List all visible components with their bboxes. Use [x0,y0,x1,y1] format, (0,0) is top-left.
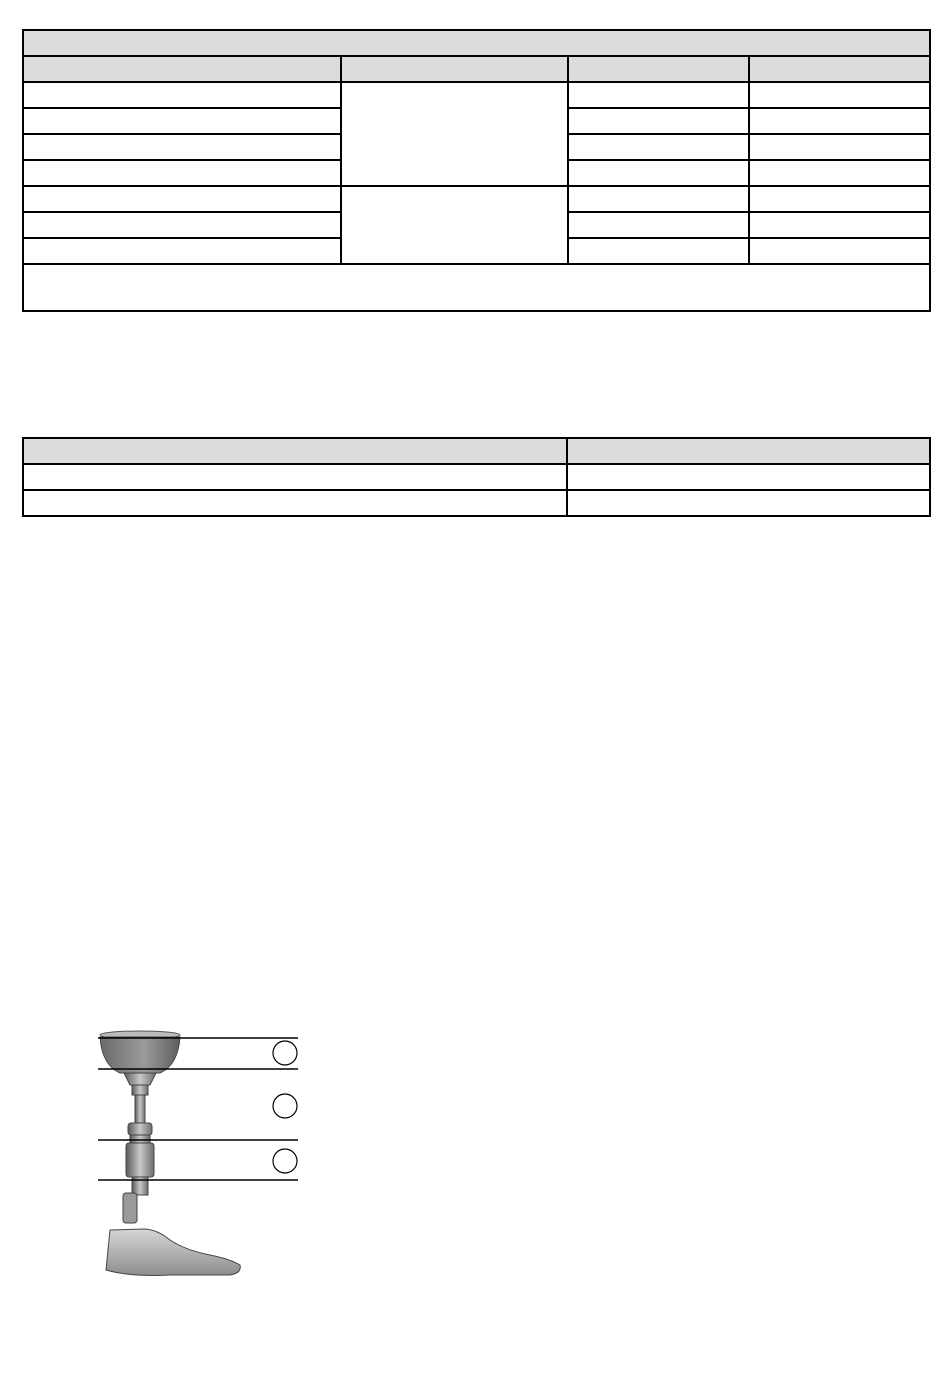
specification-table [22,29,931,312]
prosthesis-figure [90,1025,310,1285]
table-cell [567,464,930,490]
table-cell [568,82,749,108]
table-header-row [23,56,930,82]
table-cell [23,160,341,186]
table-cell [749,160,930,186]
table-cell [23,82,341,108]
table-cell [23,238,341,264]
column-header [341,56,568,82]
table-cell [749,108,930,134]
table-row [23,82,930,108]
foot-component [106,1193,240,1275]
table-cell [23,464,567,490]
table-cell [568,212,749,238]
table-cell [749,134,930,160]
table-cell [23,490,567,516]
table-cell [749,82,930,108]
table-cell [23,108,341,134]
table-note [23,264,930,311]
column-header [567,438,930,464]
merged-group-cell [341,186,568,264]
column-header [568,56,749,82]
table-cell [23,134,341,160]
table-cell [568,186,749,212]
table-cell [567,490,930,516]
table-cell [749,212,930,238]
table-cell [749,238,930,264]
table-row [23,464,930,490]
table-cell [568,134,749,160]
prosthesis-illustration [90,1025,310,1285]
column-header [749,56,930,82]
table-cell [749,186,930,212]
socket-component [100,1031,180,1085]
table-note-row [23,264,930,311]
table-title [23,30,930,56]
table-row [23,186,930,212]
callout-marker [273,1149,297,1173]
table-cell [23,186,341,212]
table-cell [568,238,749,264]
callout-marker [273,1094,297,1118]
table-row [23,490,930,516]
column-header [23,56,341,82]
secondary-table [22,437,931,517]
column-header [23,438,567,464]
table-cell [568,108,749,134]
table-cell [568,160,749,186]
merged-group-cell [341,82,568,186]
table-title-row [23,30,930,56]
callout-marker [273,1041,297,1065]
table-cell [23,212,341,238]
table-header-row [23,438,930,464]
